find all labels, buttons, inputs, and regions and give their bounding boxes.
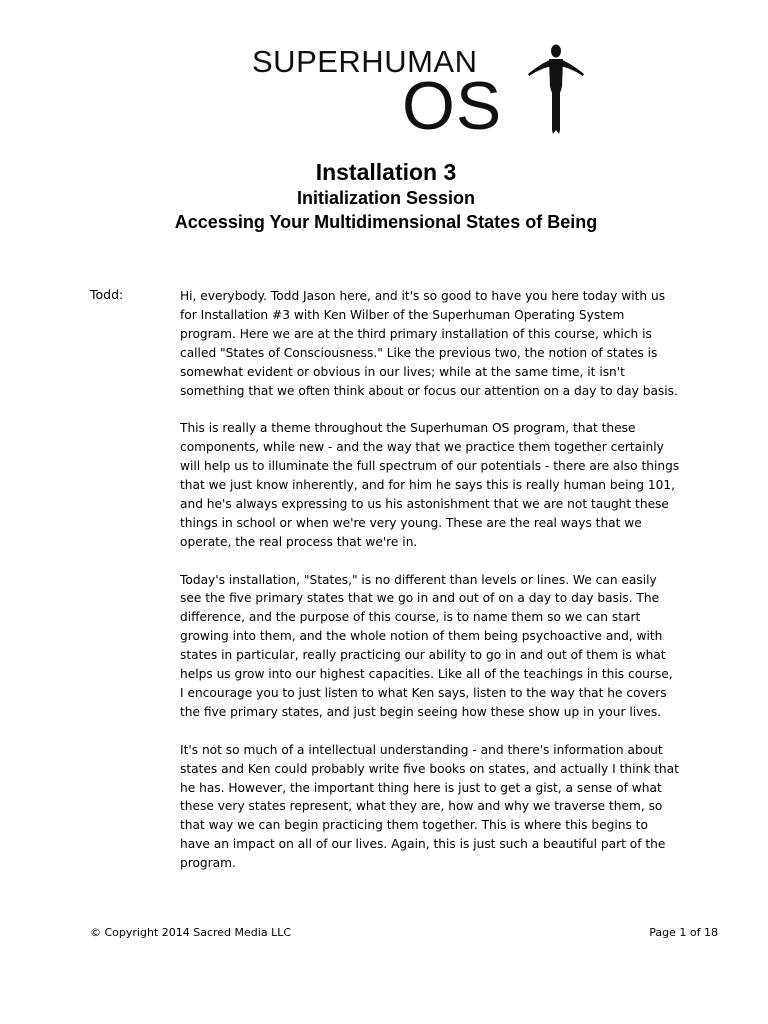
page-subtitle: Initialization Session: [296, 188, 476, 208]
page-subtitle-secondary: Accessing Your Multidimensional States of Being: [174, 212, 598, 232]
speaker-label: Todd:: [90, 287, 124, 302]
logo-wordmark-top: SUPERHUMAN: [252, 44, 478, 79]
logo-wordmark-os: OS: [402, 68, 503, 144]
transcript-paragraph: This is really a theme throughout the Superhuman OS program, that these components, while new - and the way that we practice them together certainly will help us to illuminate the full spectrum of our potentials - there are also things that we just know inherently, and for him he says this is really human being 101, and he's always expressing to us his astonishment that we are not taught these things in school or when we're very young. These are the real ways that we operate, the real process that we're in.: [180, 421, 680, 549]
transcript-paragraph: Today's installation, "States," is no different than levels or lines. We can easily see the five primary states that we go in and out of on a day to day basis. The difference, and the purpose of this course, is to name them so we can start growing into them, and the whole notion of them being psychoactive and, with states in particular, really practicing our ability to go in and out of them is what helps us grow into our highest capacities. Like all of the teachings in this course, I encourage you to just listen to what Ken says, listen to the way that he covers the five primary states, and just begin seeing how these show up in your lives.: [180, 572, 673, 719]
page-number: Page 1 of 18: [649, 926, 718, 939]
copyright-notice: © Copyright 2014 Sacred Media LLC: [90, 926, 292, 939]
page-footer: [90, 926, 718, 939]
title-block: [0, 158, 768, 234]
superhuman-os-logo: [252, 42, 602, 142]
transcript-paragraph: Hi, everybody. Todd Jason here, and it's so good to have you here today with us for Installation #3 with Ken Wilber of the Superhuman Operating System program. Here we are at the third primary installation of this course, which is called "States of Consciousness." Like the previous two, the notion of states is somewhat evident or obvious in our lives; while at the same time, it isn't something that we often think about or focus our attention on a day to day basis.: [180, 289, 678, 398]
transcript-body: [180, 287, 680, 892]
page-title: Installation 3: [315, 159, 457, 185]
transcript-paragraph: It's not so much of a intellectual understanding - and there's information about states and Ken could probably write five books on states, and actually I think that he has. However, the important thing here is just to get a gist, a sense of what these very states represent, what they are, how and why we traverse them, so that way we can begin practicing them together. This is where this begins to have an impact on all of our lives. Again, this is just such a beautiful part of the program.: [180, 742, 679, 871]
human-figure-icon: [526, 42, 586, 136]
